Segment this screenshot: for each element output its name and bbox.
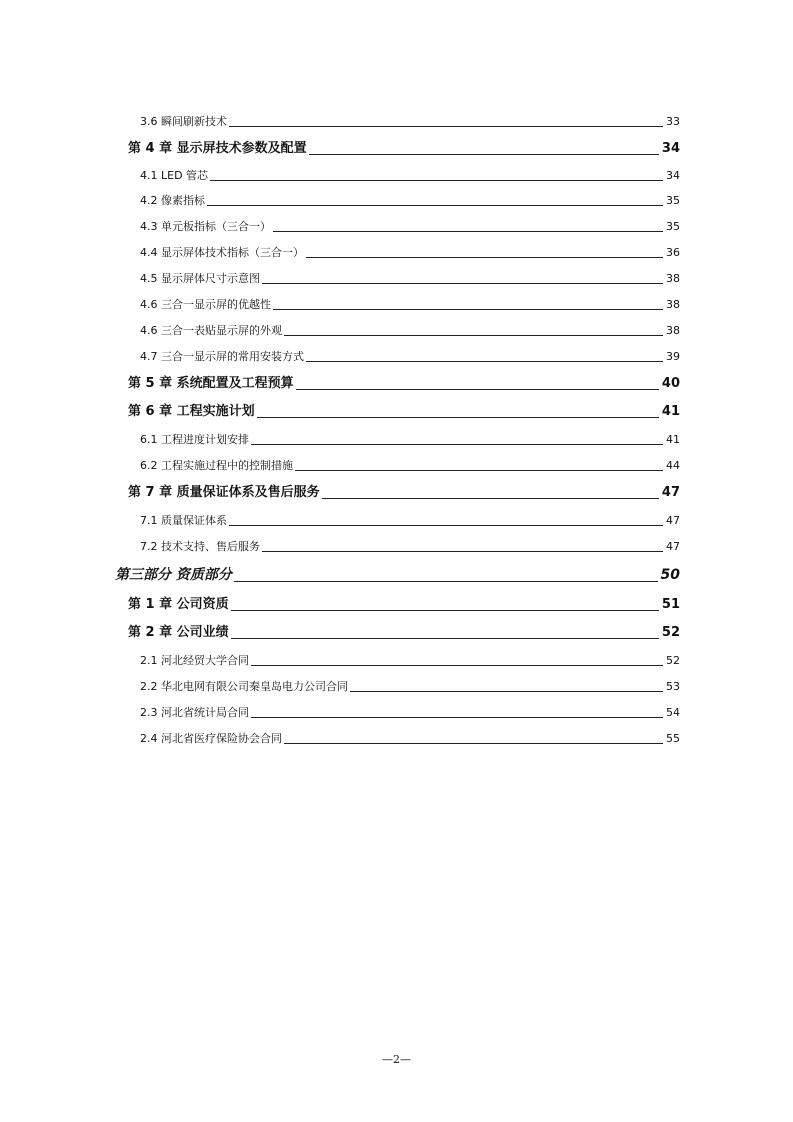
dot-leader: [231, 637, 659, 639]
toc-entry[interactable]: [140, 169, 680, 183]
dot-leader: [309, 153, 659, 155]
dot-leader: [207, 204, 663, 206]
toc-entry[interactable]: [140, 324, 680, 338]
toc-entry-page: 47: [666, 540, 680, 553]
toc-entry-page: 47: [661, 485, 680, 500]
toc-entry[interactable]: [140, 706, 680, 720]
toc-entry[interactable]: [140, 680, 680, 694]
toc-entry-title: 6.2 工程实施过程中的控制措施: [140, 459, 293, 472]
dot-leader: [257, 416, 659, 418]
dot-leader: [262, 550, 663, 552]
toc-chapter[interactable]: [128, 376, 680, 392]
dot-leader: [284, 334, 663, 336]
toc-entry[interactable]: [140, 540, 680, 554]
toc-chapter[interactable]: [128, 404, 680, 420]
toc-entry-title: 4.6 三合一表贴显示屏的外观: [140, 324, 282, 337]
toc-chapter[interactable]: [128, 141, 680, 157]
toc-entry[interactable]: [140, 298, 680, 312]
toc-entry-title: 4.5 显示屏体尺寸示意图: [140, 272, 260, 285]
toc-entry-title: 第 5 章 系统配置及工程预算: [128, 376, 294, 391]
toc-entry[interactable]: [140, 115, 680, 129]
toc-chapter[interactable]: [128, 485, 680, 501]
toc-entry[interactable]: [140, 732, 680, 746]
dot-leader: [251, 664, 663, 666]
toc-entry-title: 第 7 章 质量保证体系及售后服务: [128, 485, 320, 500]
toc-entry-title: 第 1 章 公司资质: [128, 597, 229, 612]
toc-entry-page: 34: [661, 141, 680, 156]
toc-entry-title: 7.1 质量保证体系: [140, 514, 227, 527]
toc-entry[interactable]: [140, 220, 680, 234]
dot-leader: [306, 256, 663, 258]
toc-entry-page: 51: [661, 597, 680, 612]
dot-leader: [284, 742, 663, 744]
toc-chapter[interactable]: [128, 597, 680, 613]
toc-entry[interactable]: [140, 246, 680, 260]
dot-leader: [296, 388, 659, 390]
toc-entry-title: 4.7 三合一显示屏的常用安装方式: [140, 350, 304, 363]
dot-leader: [350, 690, 663, 692]
toc-entry-title: 4.3 单元板指标（三合一）: [140, 220, 271, 233]
toc-entry-title: 2.3 河北省统计局合同: [140, 706, 249, 719]
toc-entry-page: 35: [666, 194, 680, 207]
toc-entry-title: 2.1 河北经贸大学合同: [140, 654, 249, 667]
toc-entry[interactable]: [140, 654, 680, 668]
toc-entry-title: 2.2 华北电网有限公司秦皇岛电力公司合同: [140, 680, 348, 693]
toc-entry[interactable]: [140, 272, 680, 286]
toc-entry-page: 38: [666, 298, 680, 311]
toc-entry-page: 55: [666, 732, 680, 745]
toc-entry-page: 36: [666, 246, 680, 259]
toc-entry-title: 第 2 章 公司业绩: [128, 625, 229, 640]
toc-entry-page: 38: [666, 272, 680, 285]
toc-entry-title: 6.1 工程进度计划安排: [140, 433, 249, 446]
toc-chapter[interactable]: [128, 625, 680, 641]
toc-entry[interactable]: [140, 350, 680, 364]
toc-entry-page: 33: [666, 115, 680, 128]
toc-entry-title: 4.6 三合一显示屏的优越性: [140, 298, 271, 311]
toc-entry-page: 39: [666, 350, 680, 363]
dot-leader: [306, 360, 663, 362]
toc-part[interactable]: [115, 567, 680, 584]
dot-leader: [295, 469, 663, 471]
dot-leader: [231, 609, 659, 611]
dot-leader: [273, 230, 663, 232]
toc-entry-page: 54: [666, 706, 680, 719]
dot-leader: [273, 308, 663, 310]
toc-entry-page: 53: [666, 680, 680, 693]
dot-leader: [262, 282, 663, 284]
toc-entry[interactable]: [140, 459, 680, 473]
dot-leader: [251, 716, 663, 718]
toc-entry-page: 40: [661, 376, 680, 391]
toc-entry[interactable]: [140, 433, 680, 447]
toc-entry-page: 41: [661, 404, 680, 419]
toc-entry-title: 第三部分 资质部分: [115, 567, 232, 583]
toc-entry-title: 4.1 LED 管芯: [140, 169, 209, 182]
toc-entry-page: 47: [666, 514, 680, 527]
toc-entry-title: 7.2 技术支持、售后服务: [140, 540, 260, 553]
page-number: —2—: [382, 1053, 411, 1066]
toc-entry-title: 4.4 显示屏体技术指标（三合一）: [140, 246, 304, 259]
toc-entry-page: 50: [660, 567, 680, 583]
dot-leader: [234, 580, 658, 582]
dot-leader: [229, 524, 663, 526]
toc-entry[interactable]: [140, 194, 680, 208]
toc-entry-page: 44: [666, 459, 680, 472]
dot-leader: [251, 443, 663, 445]
toc-entry-page: 35: [666, 220, 680, 233]
toc-entry-page: 34: [666, 169, 680, 182]
toc-entry-title: 第 6 章 工程实施计划: [128, 404, 255, 419]
toc-entry-page: 52: [666, 654, 680, 667]
toc-entry[interactable]: [140, 514, 680, 528]
toc-entry-page: 38: [666, 324, 680, 337]
dot-leader: [229, 125, 663, 127]
dot-leader: [210, 179, 663, 181]
toc-entry-title: 2.4 河北省医疗保险协会合同: [140, 732, 282, 745]
toc-entry-page: 52: [661, 625, 680, 640]
dot-leader: [322, 497, 659, 499]
toc-entry-title: 3.6 瞬间刷新技术: [140, 115, 227, 128]
toc-entry-title: 第 4 章 显示屏技术参数及配置: [128, 141, 307, 156]
toc-entry-page: 41: [666, 433, 680, 446]
toc-entry-title: 4.2 像素指标: [140, 194, 205, 207]
